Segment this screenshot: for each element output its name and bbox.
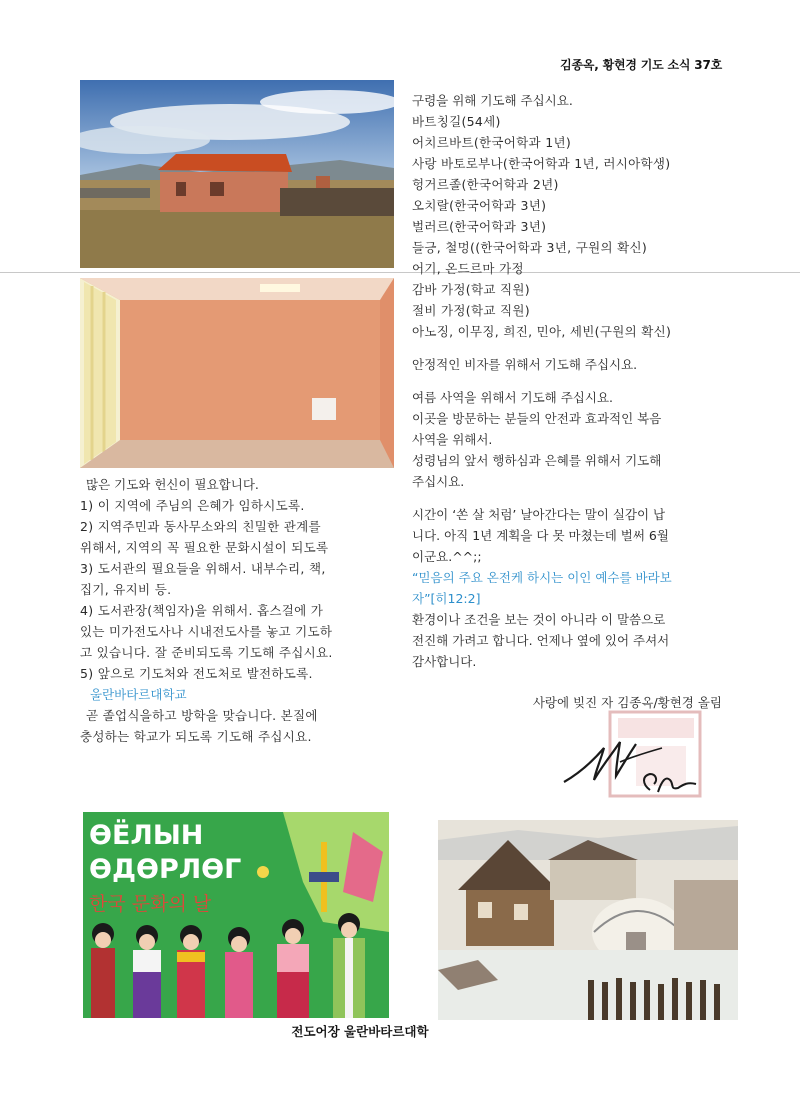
summer-line: 이곳을 방문하는 분들의 안전과 효과적인 복음: [412, 411, 662, 426]
need-item: 4) 도서관장(책임자)을 위해서. 홉스걸에 가: [80, 603, 324, 618]
village-painting: [438, 820, 738, 1020]
needs-intro: 많은 기도와 헌신이 필요합니다.: [86, 477, 259, 492]
visa-request: 안정적인 비자를 위해서 기도해 주십시요.: [412, 357, 638, 372]
summer-line: 주십시요.: [412, 474, 465, 489]
need-item: 5) 앞으로 기도처와 전도처로 발전하도록.: [80, 666, 313, 681]
left-column-text: [80, 474, 400, 747]
summer-line: 여름 사역을 위해서 기도해 주십시요.: [412, 390, 613, 405]
prayer-name: 들긍, 철멍((한국어학과 3년, 구원의 확신): [412, 240, 648, 255]
signoff: 사랑에 빚진 자 김종옥/황현경 올림: [532, 695, 722, 710]
culture-day-photo: [83, 812, 389, 1018]
summer-line: 사역을 위해서.: [412, 432, 493, 447]
prayer-name: 바트칭길(54세): [412, 114, 501, 129]
prayer-name: 벌러르(한국어학과 3년): [412, 219, 547, 234]
university-line: 곧 졸업식을하고 방학을 맞습니다. 본질에: [86, 708, 318, 723]
prayer-name: 사랑 바토로부나(한국어학과 1년, 러시아학생): [412, 156, 671, 171]
university-line: 충성하는 학교가 되도록 기도해 주십시요.: [80, 729, 312, 744]
right-column-text: [412, 90, 742, 713]
prayer-name: 감바 가정(학교 직원): [412, 282, 530, 297]
prayer-name: 오치랄(한국어학과 3년): [412, 198, 547, 213]
newsletter-header: 김종옥, 황현경 기도 소식 37호: [560, 58, 722, 72]
caption-text: 전도어장 울란바타르대학: [291, 1024, 429, 1039]
time-line: 시간이 ‘쏜 살 처럼’ 날아간다는 말이 실감이 납: [412, 507, 666, 522]
need-item: 집기, 유지비 등.: [80, 582, 172, 597]
banner-text-1: ӨЁЛЫН: [89, 820, 204, 851]
need-item: 3) 도서관의 필요들을 위해서. 내부수리, 책,: [80, 561, 326, 576]
closing-line: 환경이나 조건을 보는 것이 아니라 이 말씀으로: [412, 612, 666, 627]
bible-verse: “믿음의 주요 온전케 하시는 이인 예수를 바라보: [412, 570, 672, 585]
prayer-name: 어기, 온드르마 가정: [412, 261, 524, 276]
prayer-name: 절비 가정(학교 직원): [412, 303, 530, 318]
closing-line: 감사합니다.: [412, 654, 477, 669]
need-item: 고 있습니다. 잘 준비되도록 기도해 주십시요.: [80, 645, 333, 660]
need-item: 2) 지역주민과 동사무소와의 친밀한 관계를: [80, 519, 321, 534]
banner-text-2: ӨДӨРЛӨГ: [89, 854, 242, 885]
room-interior-photo: [80, 278, 394, 468]
prayer-name: 헝거르졸(한국어학과 2년): [412, 177, 559, 192]
house-photo: [80, 80, 394, 268]
salvation-heading: 구령을 위해 기도해 주십시요.: [412, 93, 573, 108]
prayer-name: 어치르바트(한국어학과 1년): [412, 135, 572, 150]
closing-line: 전진해 가려고 합니다. 언제나 옆에 있어 주셔서: [412, 633, 670, 648]
photo-caption: [0, 1022, 800, 1040]
bible-verse: 자”[히12:2]: [412, 591, 481, 606]
need-item: 위해서, 지역의 꼭 필요한 문화시설이 되도록: [80, 540, 329, 555]
time-line: 니다. 아직 1년 계획을 다 못 마쳤는데 벌써 6월: [412, 528, 669, 543]
summer-line: 성령님의 앞서 행하심과 은혜를 위해서 기도해: [412, 453, 662, 468]
banner-text-3: 한국 문화의 날: [89, 893, 212, 915]
time-line: 이군요.^^;;: [412, 549, 482, 564]
prayer-name: 아노징, 이무징, 희진, 민아, 세빈(구원의 확신): [412, 324, 672, 339]
handwritten-signature: [558, 718, 708, 808]
need-item: 1) 이 지역에 주님의 은혜가 임하시도록.: [80, 498, 305, 513]
need-item: 있는 미가전도사나 시내전도사를 놓고 기도하: [80, 624, 333, 639]
university-heading: 울란바타르대학교: [90, 687, 187, 702]
